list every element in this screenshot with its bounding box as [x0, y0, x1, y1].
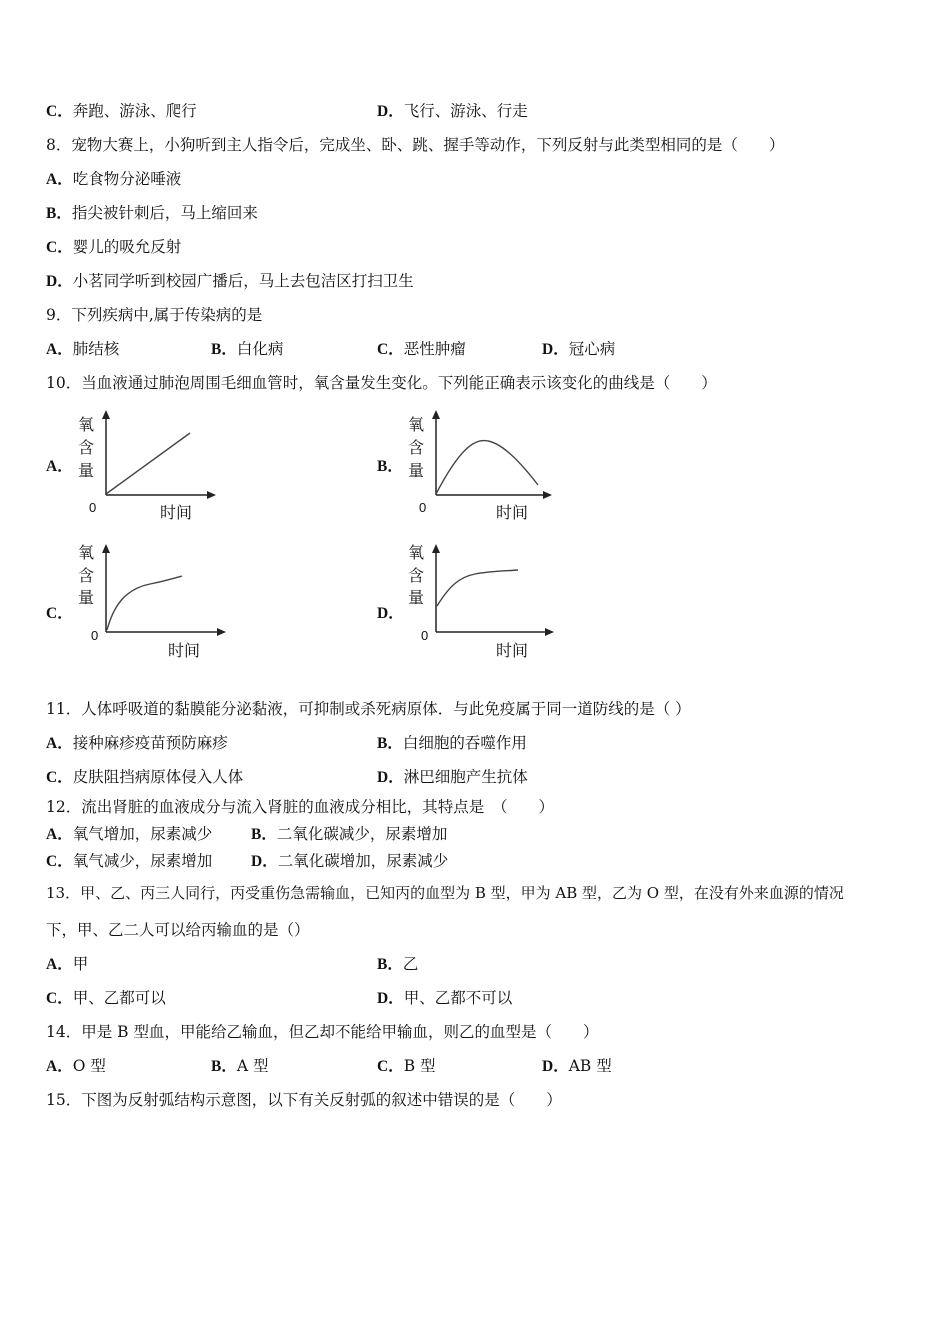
ylabel-char: 氧: [78, 415, 95, 434]
q12-option-a: [46, 824, 212, 845]
option-text: O 型: [72, 1057, 106, 1075]
q13-option-c: [46, 988, 166, 1009]
q11-stem: 11．人体呼吸道的黏膜能分泌黏液，可抑制或杀死病原体．与此免疫属于同一道防线的是（ ）: [46, 700, 691, 718]
q11-option-b: [377, 733, 527, 754]
option-text: 甲、乙都可以: [72, 989, 166, 1007]
curve-c: [107, 576, 182, 630]
ylabel-char: 氧: [408, 415, 425, 434]
option-text: 飞行、游泳、行走: [403, 102, 528, 120]
q10-graph-a: [70, 408, 230, 527]
option-text: 婴儿的吸允反射: [72, 238, 182, 256]
option-label: A．: [46, 171, 73, 188]
q14-stem: 14．甲是 B 型血，甲能给乙输血，但乙却不能给甲输血，则乙的血型是（ ）: [46, 1023, 599, 1041]
option-label: C．: [46, 769, 73, 786]
q13-option-d: [377, 988, 512, 1009]
option-text: 氧气增加，尿素减少: [72, 825, 213, 843]
option-label: B．: [377, 735, 403, 752]
option-label: C．: [377, 1058, 404, 1075]
q13-stem-line2: 下，甲、乙二人可以给丙输血的是（）: [46, 921, 310, 939]
q11-option-c: [46, 767, 243, 788]
option-label: A．: [46, 1058, 73, 1075]
option-text: 接种麻疹疫苗预防麻疹: [72, 734, 228, 752]
option-text: 甲、乙都不可以: [403, 989, 513, 1007]
q10-graph-b: [400, 408, 560, 527]
option-label: B．: [211, 1058, 237, 1075]
q13-option-a: [46, 954, 88, 975]
curve-a: [106, 433, 190, 494]
q10-stem: 10．当血液通过肺泡周围毛细血管时，氧含量发生变化。下列能正确表示该变化的曲线是（ ）: [46, 374, 717, 392]
ylabel-char: 量: [408, 588, 425, 607]
y-axis-arrow: [102, 544, 110, 553]
ylabel-char: 氧: [408, 543, 425, 562]
option-text: B 型: [403, 1057, 436, 1075]
xlabel: 时间: [496, 641, 529, 660]
origin-label: 0: [89, 500, 97, 515]
ylabel-char: 氧: [78, 543, 95, 562]
q13-option-b: [377, 954, 418, 975]
option-label: D．: [377, 103, 404, 120]
q14-option-a: [46, 1056, 106, 1077]
q14-option-c: [377, 1056, 436, 1077]
q8-option-a: [46, 169, 181, 190]
y-axis-arrow: [432, 544, 440, 553]
xlabel: 时间: [168, 641, 201, 660]
option-label: D．: [46, 273, 73, 290]
option-text: 白化病: [236, 340, 284, 358]
option-label: C．: [377, 341, 404, 358]
q13-stem-line1: 13．甲、乙、丙三人同行，丙受重伤急需输血，已知丙的血型为 B 型，甲为 AB 型，乙为 O 型，在没有外来血源的情况: [46, 884, 844, 902]
option-text: 恶性肿瘤: [403, 340, 466, 358]
option-text: 二氧化碳增加，尿素减少: [277, 852, 449, 870]
option-text: 淋巴细胞产生抗体: [403, 768, 528, 786]
option-label: A．: [46, 341, 73, 358]
q10-graph-c-label: C．: [46, 605, 73, 622]
q8-option-b: [46, 203, 258, 224]
option-label: B．: [251, 826, 277, 843]
option-label: D．: [377, 769, 404, 786]
q10-graph-c: [70, 540, 240, 669]
q12-option-c: [46, 851, 212, 872]
x-axis-arrow: [543, 491, 552, 499]
option-text: 白细胞的吞噬作用: [402, 734, 527, 752]
option-text: A 型: [236, 1057, 269, 1075]
q9-stem: 9．下列疾病中,属于传染病的是: [46, 306, 263, 324]
option-label: C．: [46, 990, 73, 1007]
curve-d: [437, 570, 518, 606]
option-label: B．: [46, 205, 72, 222]
q15-stem: 15．下图为反射弧结构示意图，以下有关反射弧的叙述中错误的是（ ）: [46, 1091, 562, 1109]
q11-option-a: [46, 733, 228, 754]
ylabel-char: 量: [78, 588, 95, 607]
ylabel-char: 含: [78, 438, 95, 457]
ylabel-char: 含: [408, 566, 425, 585]
q14-option-b: [211, 1056, 268, 1077]
ylabel-char: 量: [78, 461, 95, 480]
q12-option-b: [251, 824, 447, 845]
q8-option-c: [46, 237, 181, 258]
origin-label: 0: [419, 500, 427, 515]
q7-option-c: [46, 101, 197, 122]
xlabel: 时间: [160, 503, 193, 522]
option-text: 冠心病: [568, 340, 616, 358]
q9-option-c: [377, 339, 466, 360]
option-label: D．: [542, 1058, 569, 1075]
option-text: 肺结核: [72, 340, 120, 358]
option-label: B．: [377, 956, 403, 973]
x-axis-arrow: [217, 628, 226, 636]
option-text: 乙: [402, 955, 419, 973]
q12-stem: 12．流出肾脏的血液成分与流入肾脏的血液成分相比，其特点是 （ ）: [46, 798, 554, 816]
option-text: 二氧化碳减少，尿素增加: [276, 825, 448, 843]
q10-graph-d-label: D．: [377, 605, 404, 622]
option-label: C．: [46, 103, 73, 120]
x-axis-arrow: [545, 628, 554, 636]
ylabel-char: 量: [408, 461, 425, 480]
q10-graph-b-label: B．: [377, 458, 403, 475]
option-label: A．: [46, 956, 73, 973]
ylabel-char: 含: [408, 438, 425, 457]
curve-b: [436, 441, 538, 494]
ylabel-char: 含: [78, 566, 95, 585]
y-axis-arrow: [432, 410, 440, 419]
option-text: 皮肤阻挡病原体侵入人体: [72, 768, 244, 786]
option-text: 奔跑、游泳、爬行: [72, 102, 197, 120]
option-text: 吃食物分泌唾液: [72, 170, 182, 188]
xlabel: 时间: [496, 503, 529, 522]
origin-label: 0: [421, 628, 429, 643]
option-text: 指尖被针刺后，马上缩回来: [71, 204, 258, 222]
q14-option-d: [542, 1056, 612, 1077]
x-axis-arrow: [207, 491, 216, 499]
q9-option-d: [542, 339, 615, 360]
option-label: C．: [46, 239, 73, 256]
q9-option-a: [46, 339, 119, 360]
option-label: D．: [377, 990, 404, 1007]
option-label: D．: [251, 853, 278, 870]
option-text: 氧气减少，尿素增加: [72, 852, 213, 870]
q10-graph-a-label: A．: [46, 458, 73, 475]
option-label: B．: [211, 341, 237, 358]
option-text: 小茗同学听到校园广播后，马上去包洁区打扫卫生: [72, 272, 414, 290]
y-axis-arrow: [102, 410, 110, 419]
q12-option-d: [251, 851, 448, 872]
q7-option-d: [377, 101, 528, 122]
q10-graph-d: [400, 540, 570, 669]
option-text: 甲: [72, 955, 89, 973]
q9-option-b: [211, 339, 283, 360]
q8-stem: 8．宠物大赛上，小狗听到主人指令后，完成坐、卧、跳、握手等动作，下列反射与此类型相同的是（ ）: [46, 136, 785, 154]
origin-label: 0: [91, 628, 99, 643]
option-label: C．: [46, 853, 73, 870]
option-label: A．: [46, 735, 73, 752]
option-label: A．: [46, 826, 73, 843]
q8-option-d: [46, 271, 414, 292]
option-label: D．: [542, 341, 569, 358]
q11-option-d: [377, 767, 528, 788]
option-text: AB 型: [568, 1057, 612, 1075]
